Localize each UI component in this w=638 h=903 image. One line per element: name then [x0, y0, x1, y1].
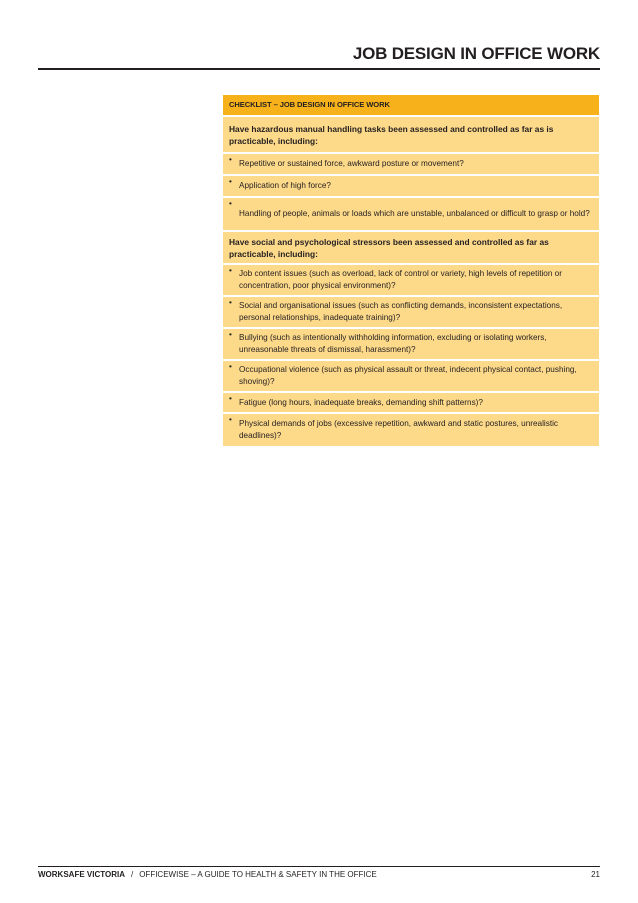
footer-brand: WORKSAFE VICTORIA: [38, 870, 125, 879]
question-text: Have social and psychological stressors been assessed and controlled as far as practicable, including:: [229, 236, 549, 259]
checklist-item-text: Occupational violence (such as physical assault or threat, indecent physical contact, pushing, shoving)?: [239, 365, 577, 386]
bullet-icon: •: [229, 177, 232, 186]
checklist-heading: CHECKLIST – JOB DESIGN IN OFFICE WORK: [223, 95, 599, 117]
bullet-icon: •: [229, 155, 232, 164]
footer-left: [38, 870, 377, 879]
bullet-icon: •: [229, 199, 232, 208]
checklist-item-text: Job content issues (such as overload, lack of control or variety, high levels of repetition or concentration, poor physical environment)?: [239, 269, 562, 290]
checklist-item: [223, 176, 599, 198]
checklist-table: [223, 95, 599, 446]
page-footer: [38, 870, 600, 879]
title-rule: [38, 68, 600, 70]
bullet-icon: •: [229, 330, 232, 339]
checklist-item-text: Repetitive or sustained force, awkward posture or movement?: [239, 159, 464, 168]
bullet-icon: •: [229, 362, 232, 371]
checklist-item: [223, 154, 599, 176]
checklist-item: [223, 329, 599, 361]
checklist-item: [223, 393, 599, 414]
checklist-item-text: Bullying (such as intentionally withholding information, excluding or isolating workers, unreasonable threats of dismissal, harassment)?: [239, 333, 547, 354]
bullet-icon: •: [229, 394, 232, 403]
footer-rule: [38, 866, 600, 867]
bullet-icon: •: [229, 415, 232, 424]
page-title: JOB DESIGN IN OFFICE WORK: [352, 44, 600, 63]
checklist-item: [223, 198, 599, 232]
bullet-icon: •: [229, 266, 232, 275]
checklist-item-text: Application of high force?: [239, 181, 331, 190]
checklist-item-text: Physical demands of jobs (excessive repetition, awkward and static postures, unrealistic deadlines)?: [239, 419, 559, 440]
bullet-icon: •: [229, 298, 232, 307]
checklist-item: [223, 265, 599, 297]
checklist-item-text: Social and organisational issues (such as conflicting demands, inconsistent expectations, personal relationships, inadequate training)?: [239, 301, 563, 322]
checklist-item-text: Fatigue (long hours, inadequate breaks, demanding shift patterns)?: [239, 397, 483, 407]
question-text: Have hazardous manual handling tasks been assessed and controlled as far as is practicable, including:: [229, 123, 554, 146]
checklist-question: [223, 232, 599, 265]
checklist-item: [223, 414, 599, 446]
footer-publication: OFFICEWISE – A GUIDE TO HEALTH & SAFETY IN THE OFFICE: [139, 870, 377, 879]
footer-separator: /: [130, 870, 134, 879]
checklist-question: [223, 117, 599, 154]
checklist-item: [223, 361, 599, 393]
page-number: 21: [591, 870, 600, 879]
checklist-item: [223, 297, 599, 329]
checklist-item-text: Handling of people, animals or loads which are unstable, unbalanced or difficult to grasp or hold?: [239, 209, 590, 218]
